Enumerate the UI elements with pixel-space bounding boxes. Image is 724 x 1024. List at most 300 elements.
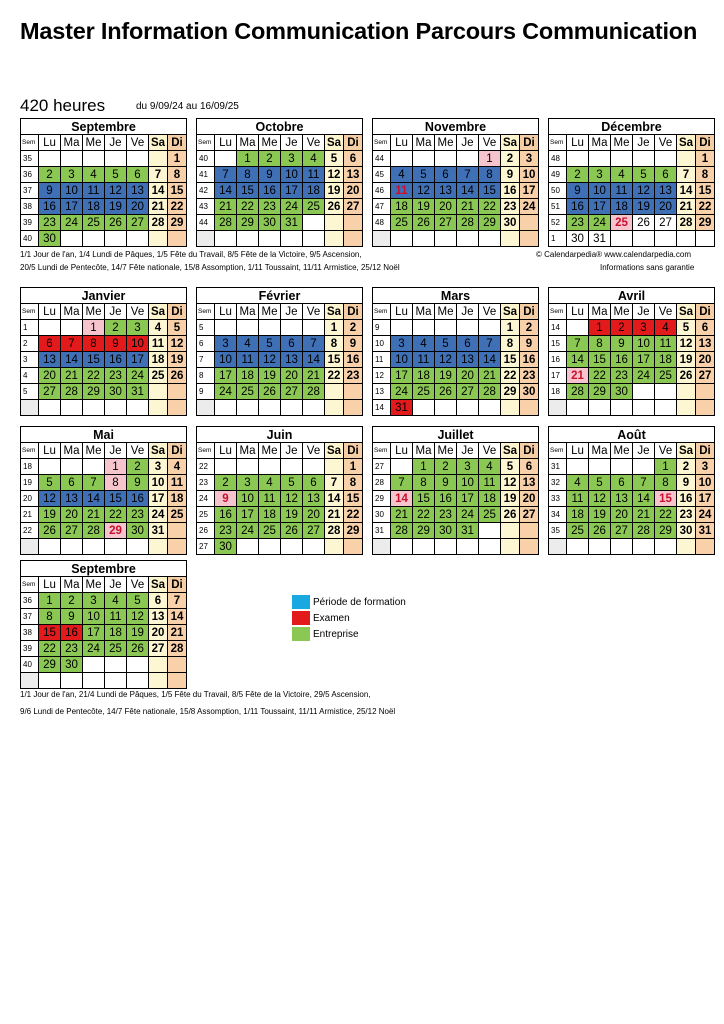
day-cell xyxy=(479,231,501,247)
week-row xyxy=(373,231,539,247)
day-cell: 31 xyxy=(457,523,479,539)
day-header: Sa xyxy=(149,304,168,320)
day-cell: 23 xyxy=(435,507,457,523)
day-cell: 29 xyxy=(696,215,715,231)
week-number xyxy=(373,231,391,247)
legend-label: Période de formation xyxy=(313,596,406,608)
day-cell: 9 xyxy=(61,609,83,625)
day-cell xyxy=(325,215,344,231)
week-number: 34 xyxy=(549,507,567,523)
week-number: 39 xyxy=(21,641,39,657)
day-cell: 14 xyxy=(325,491,344,507)
day-cell: 14 xyxy=(391,491,413,507)
week-row xyxy=(21,384,187,400)
day-cell xyxy=(520,523,539,539)
legend-item-examen xyxy=(292,610,406,626)
day-cell: 18 xyxy=(303,183,325,199)
day-cell: 22 xyxy=(344,507,363,523)
day-header: Sem xyxy=(21,577,39,593)
day-header: Di xyxy=(168,443,187,459)
day-header: Sa xyxy=(501,304,520,320)
week-number: 4 xyxy=(21,368,39,384)
day-cell: 3 xyxy=(696,459,715,475)
day-cell xyxy=(168,539,187,555)
day-cell xyxy=(259,539,281,555)
day-cell xyxy=(520,215,539,231)
day-cell: 6 xyxy=(655,167,677,183)
day-cell: 27 xyxy=(127,215,149,231)
week-row xyxy=(197,459,363,475)
day-header: Ma xyxy=(589,443,611,459)
week-number: 40 xyxy=(197,151,215,167)
day-header: Ve xyxy=(127,577,149,593)
day-cell: 30 xyxy=(39,231,61,247)
week-row xyxy=(373,384,539,400)
day-cell xyxy=(237,459,259,475)
day-header: Lu xyxy=(39,304,61,320)
day-cell: 25 xyxy=(303,199,325,215)
day-cell xyxy=(259,320,281,336)
period-label: du 9/09/24 au 16/09/25 xyxy=(136,101,239,112)
week-number: 20 xyxy=(21,491,39,507)
day-cell: 30 xyxy=(611,384,633,400)
week-row xyxy=(373,320,539,336)
day-cell: 26 xyxy=(281,523,303,539)
day-cell: 31 xyxy=(149,523,168,539)
day-cell: 6 xyxy=(611,475,633,491)
month-name: Septembre xyxy=(21,119,187,135)
day-cell: 28 xyxy=(391,523,413,539)
week-number: 12 xyxy=(373,368,391,384)
day-cell: 20 xyxy=(39,368,61,384)
week-number: 46 xyxy=(373,183,391,199)
week-number: 35 xyxy=(549,523,567,539)
day-cell: 7 xyxy=(215,167,237,183)
day-cell xyxy=(39,400,61,416)
week-row xyxy=(197,215,363,231)
day-cell xyxy=(457,151,479,167)
day-cell: 9 xyxy=(677,475,696,491)
month-name: Juillet xyxy=(373,427,539,443)
week-number xyxy=(21,539,39,555)
day-cell: 6 xyxy=(520,459,539,475)
day-cell xyxy=(435,231,457,247)
day-cell: 4 xyxy=(655,320,677,336)
week-number: 26 xyxy=(197,523,215,539)
day-header: Je xyxy=(457,304,479,320)
day-cell: 7 xyxy=(457,167,479,183)
day-cell: 7 xyxy=(149,167,168,183)
day-cell: 8 xyxy=(501,336,520,352)
week-number: 22 xyxy=(21,523,39,539)
day-cell: 13 xyxy=(61,491,83,507)
week-row xyxy=(21,625,187,641)
week-row xyxy=(549,368,715,384)
day-cell xyxy=(344,400,363,416)
week-row xyxy=(197,384,363,400)
day-cell: 10 xyxy=(215,352,237,368)
day-cell: 28 xyxy=(149,215,168,231)
day-header: Sa xyxy=(677,443,696,459)
day-cell xyxy=(168,400,187,416)
day-cell: 25 xyxy=(105,641,127,657)
day-cell: 25 xyxy=(413,384,435,400)
day-header: Me xyxy=(611,304,633,320)
day-header: Me xyxy=(259,304,281,320)
day-cell xyxy=(149,151,168,167)
day-cell xyxy=(259,400,281,416)
day-cell: 9 xyxy=(567,183,589,199)
day-cell: 31 xyxy=(281,215,303,231)
day-cell xyxy=(149,231,168,247)
day-cell xyxy=(259,231,281,247)
week-number: 23 xyxy=(197,475,215,491)
day-cell: 10 xyxy=(281,167,303,183)
day-cell xyxy=(677,231,696,247)
week-number: 40 xyxy=(21,231,39,247)
day-cell xyxy=(105,400,127,416)
day-cell xyxy=(303,231,325,247)
day-cell: 5 xyxy=(589,475,611,491)
week-number: 50 xyxy=(549,183,567,199)
day-cell xyxy=(435,151,457,167)
week-row xyxy=(373,459,539,475)
day-cell: 2 xyxy=(677,459,696,475)
day-cell: 3 xyxy=(457,459,479,475)
day-cell: 10 xyxy=(61,183,83,199)
day-cell: 5 xyxy=(281,475,303,491)
day-cell: 14 xyxy=(677,183,696,199)
week-row xyxy=(21,336,187,352)
day-cell: 10 xyxy=(127,336,149,352)
day-cell: 16 xyxy=(344,352,363,368)
day-cell: 5 xyxy=(259,336,281,352)
day-cell: 27 xyxy=(655,215,677,231)
day-cell: 17 xyxy=(696,491,715,507)
day-cell: 10 xyxy=(633,336,655,352)
week-row xyxy=(197,352,363,368)
hours-label: 420 heures xyxy=(20,96,106,115)
day-cell xyxy=(168,384,187,400)
day-cell: 5 xyxy=(677,320,696,336)
day-cell: 24 xyxy=(520,199,539,215)
day-header: Di xyxy=(168,304,187,320)
day-header: Je xyxy=(633,304,655,320)
week-number: 38 xyxy=(21,625,39,641)
day-cell xyxy=(325,400,344,416)
month-name: Août xyxy=(549,427,715,443)
day-cell: 14 xyxy=(149,183,168,199)
day-cell: 19 xyxy=(325,183,344,199)
day-cell: 28 xyxy=(479,384,501,400)
day-header: Sa xyxy=(501,443,520,459)
day-cell: 23 xyxy=(344,368,363,384)
week-number: 32 xyxy=(549,475,567,491)
day-header: Ve xyxy=(655,304,677,320)
legend-item-formation xyxy=(292,594,406,610)
day-cell: 14 xyxy=(633,491,655,507)
week-number: 18 xyxy=(549,384,567,400)
day-cell: 21 xyxy=(149,199,168,215)
day-cell xyxy=(281,459,303,475)
day-cell xyxy=(413,320,435,336)
day-cell xyxy=(520,539,539,555)
day-cell: 20 xyxy=(127,199,149,215)
day-cell: 8 xyxy=(655,475,677,491)
month-calendar-novembre xyxy=(372,118,539,247)
day-cell: 6 xyxy=(127,167,149,183)
week-row xyxy=(21,657,187,673)
week-number: 33 xyxy=(549,491,567,507)
day-header: Lu xyxy=(567,443,589,459)
day-cell xyxy=(39,673,61,689)
day-cell: 24 xyxy=(149,507,168,523)
week-number: 19 xyxy=(21,475,39,491)
day-header: Sem xyxy=(21,443,39,459)
day-cell xyxy=(633,459,655,475)
day-cell xyxy=(83,231,105,247)
day-header: Ve xyxy=(479,443,501,459)
day-cell xyxy=(149,539,168,555)
day-cell: 7 xyxy=(567,336,589,352)
day-cell: 15 xyxy=(696,183,715,199)
day-cell xyxy=(501,400,520,416)
day-cell xyxy=(83,459,105,475)
week-number: 44 xyxy=(373,151,391,167)
day-cell: 5 xyxy=(633,167,655,183)
day-cell xyxy=(457,320,479,336)
day-header: Sa xyxy=(325,135,344,151)
day-header: Ve xyxy=(303,443,325,459)
day-header: Je xyxy=(281,443,303,459)
week-number: 9 xyxy=(373,320,391,336)
day-header: Ve xyxy=(127,135,149,151)
day-cell: 27 xyxy=(435,215,457,231)
day-header: Sa xyxy=(501,135,520,151)
month-name: Septembre xyxy=(21,561,187,577)
day-cell: 26 xyxy=(39,523,61,539)
day-cell: 22 xyxy=(237,199,259,215)
day-cell: 17 xyxy=(215,368,237,384)
day-cell xyxy=(61,320,83,336)
day-header: Lu xyxy=(567,304,589,320)
day-cell: 16 xyxy=(435,491,457,507)
day-cell: 19 xyxy=(501,491,520,507)
day-cell: 17 xyxy=(391,368,413,384)
day-cell: 28 xyxy=(168,641,187,657)
day-cell: 6 xyxy=(696,320,715,336)
week-row xyxy=(549,459,715,475)
day-cell: 6 xyxy=(281,336,303,352)
week-row xyxy=(21,400,187,416)
week-row xyxy=(373,491,539,507)
day-cell: 20 xyxy=(435,199,457,215)
day-cell xyxy=(127,400,149,416)
day-cell: 15 xyxy=(589,352,611,368)
week-row xyxy=(21,459,187,475)
day-cell: 21 xyxy=(391,507,413,523)
legend-label: Entreprise xyxy=(313,628,359,640)
day-header: Ma xyxy=(61,443,83,459)
day-header: Me xyxy=(83,577,105,593)
day-cell: 17 xyxy=(281,183,303,199)
day-header: Sem xyxy=(373,304,391,320)
week-row xyxy=(197,320,363,336)
page-title: Master Information Communication Parcours Communication xyxy=(20,18,698,44)
legend xyxy=(292,594,406,642)
day-cell: 23 xyxy=(61,641,83,657)
week-number: 38 xyxy=(21,199,39,215)
day-cell: 1 xyxy=(479,151,501,167)
month-calendar-juillet xyxy=(372,426,539,555)
day-header: Lu xyxy=(391,135,413,151)
week-number: 42 xyxy=(197,183,215,199)
week-number: 1 xyxy=(549,231,567,247)
day-cell xyxy=(391,231,413,247)
day-cell xyxy=(83,673,105,689)
day-header: Lu xyxy=(39,135,61,151)
day-cell: 30 xyxy=(105,384,127,400)
day-cell: 25 xyxy=(168,507,187,523)
day-cell: 5 xyxy=(435,336,457,352)
day-cell xyxy=(61,151,83,167)
day-cell: 24 xyxy=(83,641,105,657)
day-cell: 9 xyxy=(344,336,363,352)
day-cell xyxy=(149,673,168,689)
day-cell: 14 xyxy=(457,183,479,199)
day-header: Ma xyxy=(237,135,259,151)
day-cell xyxy=(281,231,303,247)
day-cell: 2 xyxy=(520,320,539,336)
day-cell xyxy=(435,539,457,555)
week-number: 40 xyxy=(21,657,39,673)
week-row xyxy=(21,151,187,167)
day-cell xyxy=(391,151,413,167)
week-number xyxy=(197,400,215,416)
day-cell: 11 xyxy=(237,352,259,368)
day-cell xyxy=(237,320,259,336)
day-cell: 6 xyxy=(61,475,83,491)
day-cell: 2 xyxy=(501,151,520,167)
week-row xyxy=(373,523,539,539)
day-cell: 5 xyxy=(127,593,149,609)
day-cell: 7 xyxy=(391,475,413,491)
day-cell: 23 xyxy=(611,368,633,384)
week-number: 17 xyxy=(549,368,567,384)
day-cell xyxy=(457,231,479,247)
day-cell: 26 xyxy=(633,215,655,231)
day-cell: 15 xyxy=(39,625,61,641)
day-cell xyxy=(391,539,413,555)
day-cell xyxy=(344,215,363,231)
week-row xyxy=(21,491,187,507)
day-cell: 19 xyxy=(413,199,435,215)
day-cell: 20 xyxy=(281,368,303,384)
day-cell xyxy=(520,400,539,416)
day-cell: 1 xyxy=(39,593,61,609)
day-cell: 25 xyxy=(655,368,677,384)
day-cell: 6 xyxy=(344,151,363,167)
legend-item-entreprise xyxy=(292,626,406,642)
day-cell: 12 xyxy=(127,609,149,625)
day-header: Ma xyxy=(61,577,83,593)
week-number: 7 xyxy=(197,352,215,368)
day-cell xyxy=(344,539,363,555)
day-cell: 11 xyxy=(259,491,281,507)
day-cell: 26 xyxy=(677,368,696,384)
day-cell xyxy=(237,539,259,555)
week-row xyxy=(549,151,715,167)
week-row xyxy=(549,320,715,336)
day-cell: 9 xyxy=(259,167,281,183)
holidays-2024-line2: 20/5 Lundi de Pentecôte, 14/7 Fête nationale, 15/8 Assomption, 1/11 Toussaint, 11/11 Armistice, 25/12 Noël xyxy=(20,263,400,272)
day-cell: 3 xyxy=(520,151,539,167)
day-cell: 12 xyxy=(281,491,303,507)
day-header: Je xyxy=(105,443,127,459)
day-cell: 26 xyxy=(501,507,520,523)
day-header: Di xyxy=(520,443,539,459)
day-cell: 12 xyxy=(589,491,611,507)
day-cell: 19 xyxy=(633,199,655,215)
day-cell: 26 xyxy=(259,384,281,400)
day-cell: 26 xyxy=(105,215,127,231)
day-cell: 6 xyxy=(457,336,479,352)
day-cell: 14 xyxy=(168,609,187,625)
day-cell: 12 xyxy=(501,475,520,491)
day-cell: 4 xyxy=(479,459,501,475)
week-row xyxy=(21,183,187,199)
day-cell: 30 xyxy=(677,523,696,539)
week-number: 37 xyxy=(21,183,39,199)
day-cell: 14 xyxy=(215,183,237,199)
day-cell: 6 xyxy=(39,336,61,352)
day-cell: 20 xyxy=(457,368,479,384)
day-cell: 11 xyxy=(105,609,127,625)
day-cell xyxy=(633,384,655,400)
legend-swatch-examen xyxy=(292,611,310,625)
day-cell xyxy=(479,400,501,416)
day-cell: 2 xyxy=(61,593,83,609)
week-number: 31 xyxy=(549,459,567,475)
day-cell: 21 xyxy=(479,368,501,384)
day-cell: 24 xyxy=(696,507,715,523)
day-cell: 27 xyxy=(611,523,633,539)
day-cell: 18 xyxy=(259,507,281,523)
week-row xyxy=(373,151,539,167)
day-cell xyxy=(655,400,677,416)
week-number: 1 xyxy=(21,320,39,336)
day-cell xyxy=(237,231,259,247)
day-cell: 31 xyxy=(589,231,611,247)
day-cell: 15 xyxy=(237,183,259,199)
week-number: 48 xyxy=(373,215,391,231)
day-cell xyxy=(589,539,611,555)
day-cell: 29 xyxy=(39,657,61,673)
day-cell xyxy=(457,400,479,416)
day-cell: 21 xyxy=(457,199,479,215)
day-cell: 20 xyxy=(303,507,325,523)
week-number: 3 xyxy=(21,352,39,368)
day-header: Di xyxy=(696,304,715,320)
day-cell: 13 xyxy=(127,183,149,199)
day-header: Di xyxy=(344,304,363,320)
week-row xyxy=(197,336,363,352)
day-cell: 16 xyxy=(259,183,281,199)
day-cell xyxy=(501,523,520,539)
day-cell xyxy=(281,320,303,336)
month-name: Avril xyxy=(549,288,715,304)
day-header: Sa xyxy=(149,577,168,593)
